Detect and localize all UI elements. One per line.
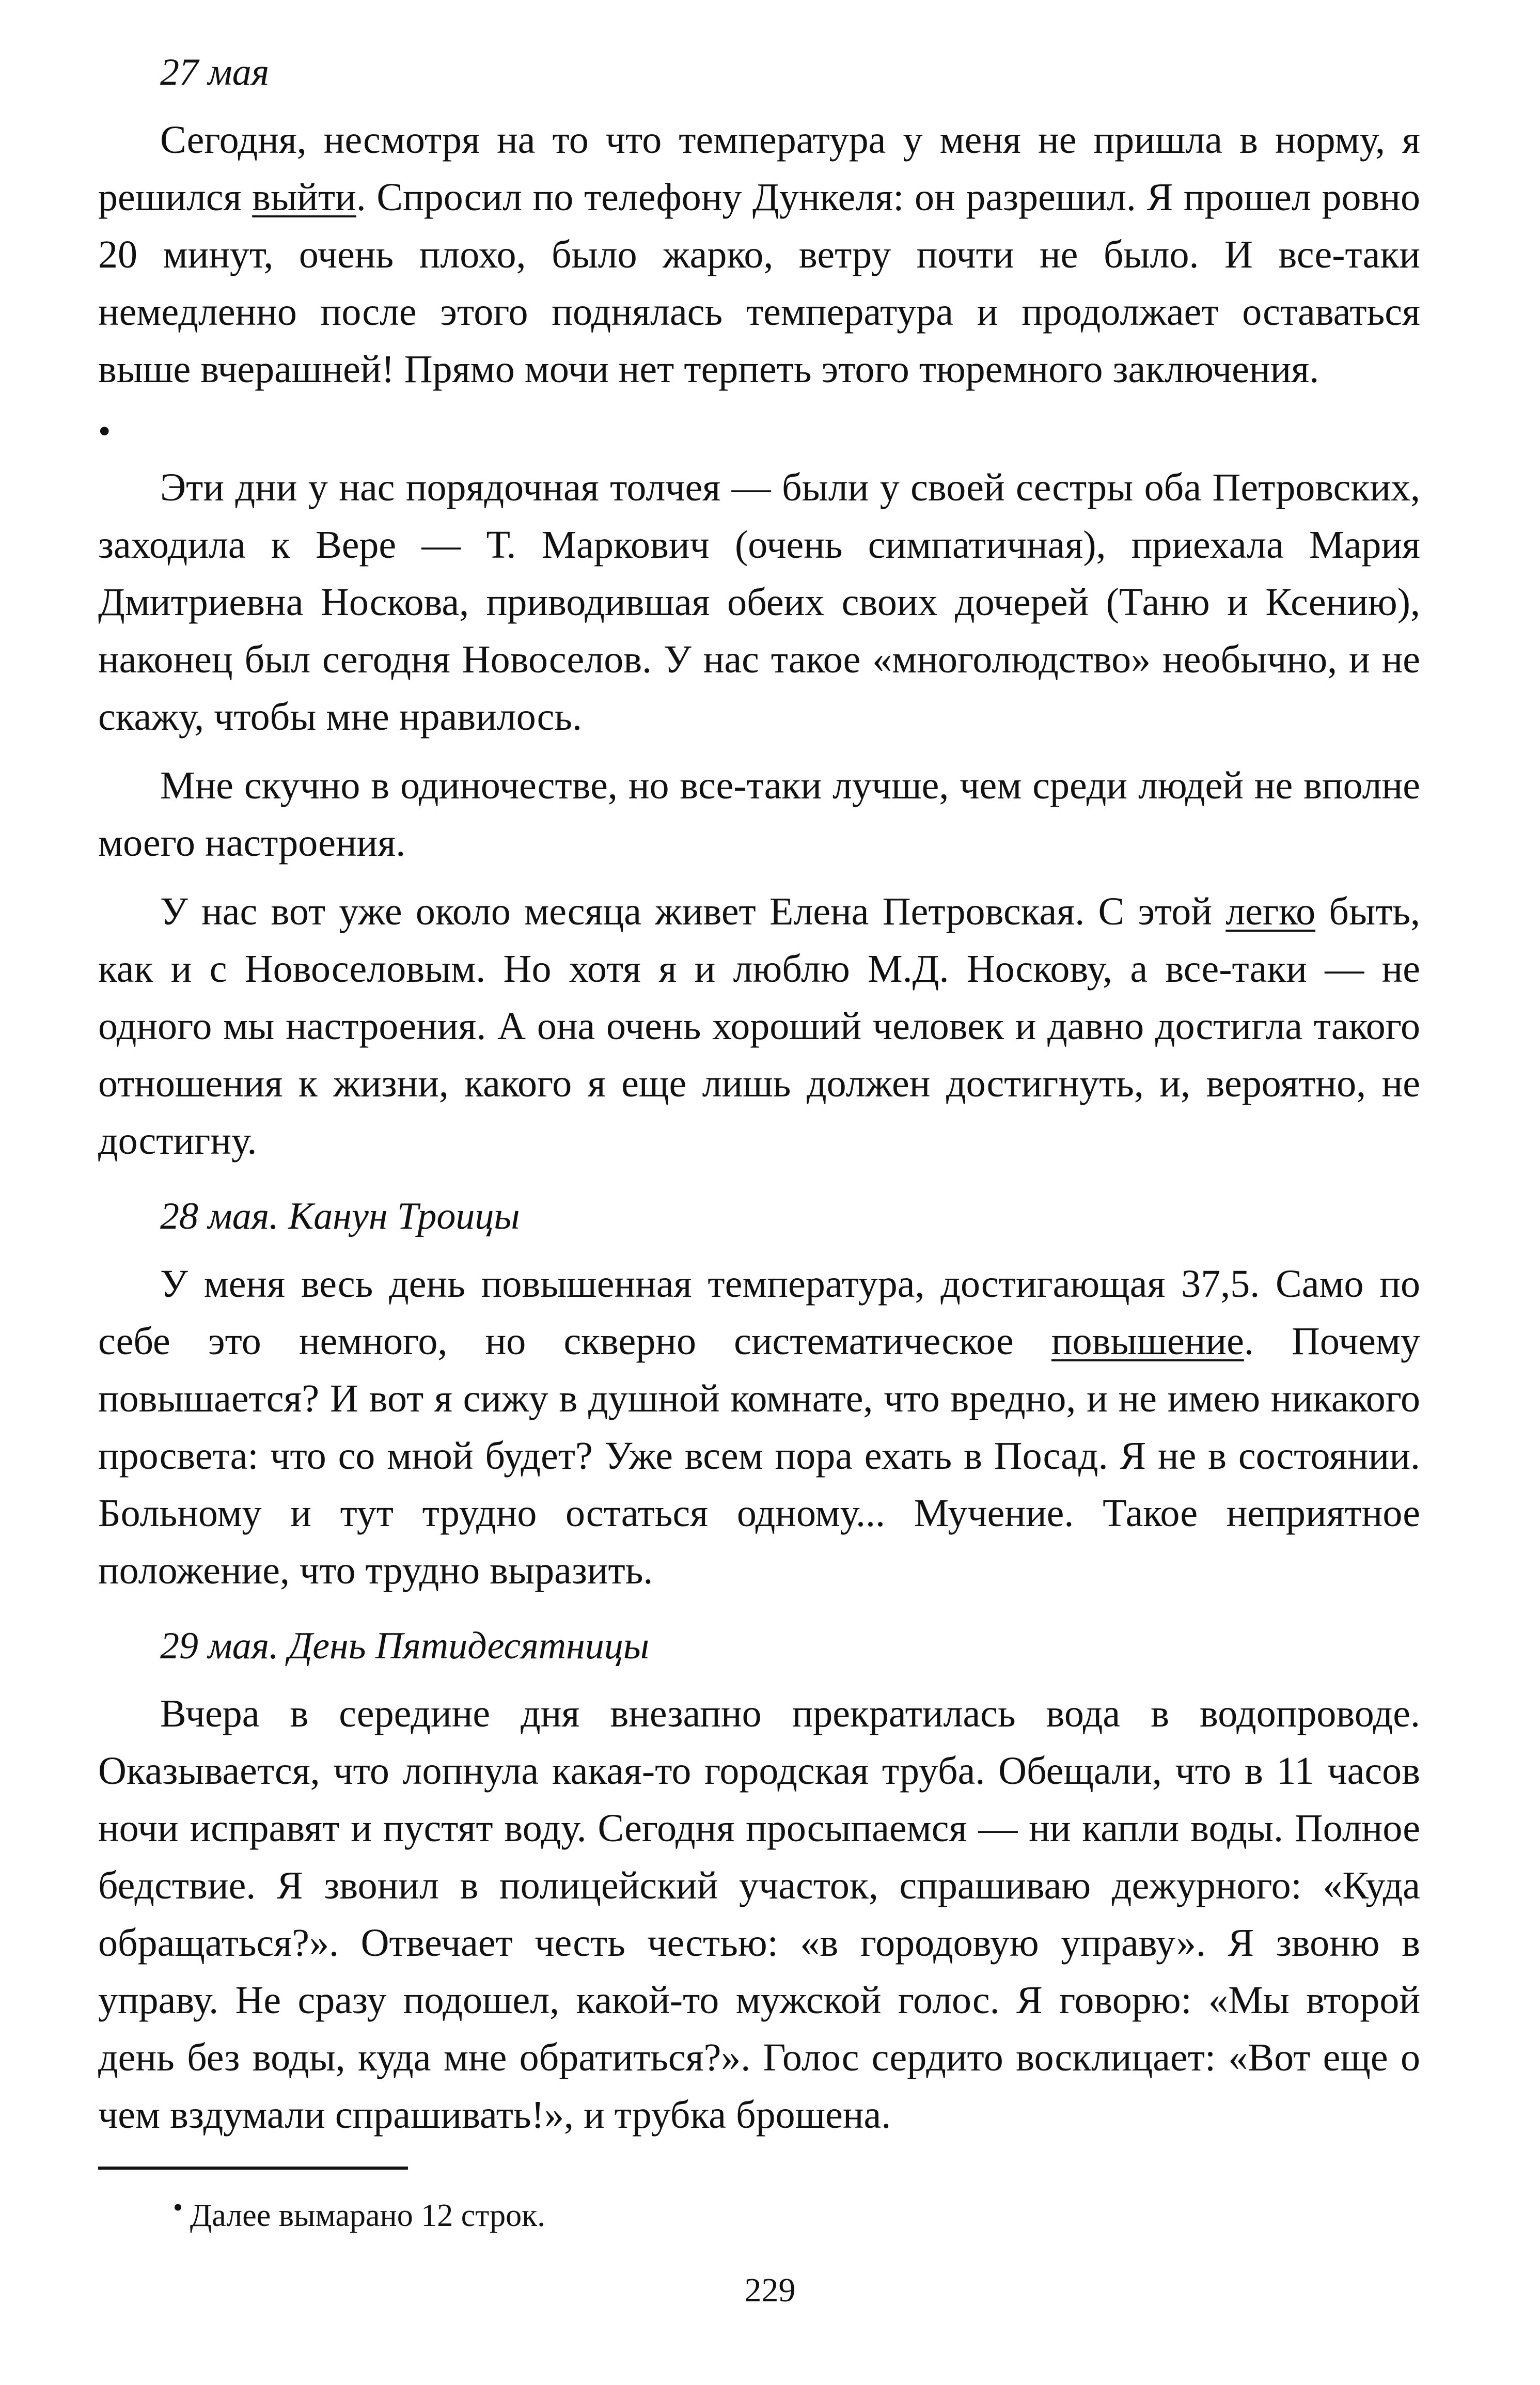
footnote-mark: •: [173, 2192, 183, 2223]
paragraph: [98, 1685, 1420, 2144]
paragraph: [98, 459, 1420, 746]
bullet-icon: •: [98, 412, 111, 451]
underlined-word: повышение: [1051, 1320, 1244, 1363]
text-run: быть, как и с Новоселовым. Но хотя я и люблю М.Д. Носкову, а все-таки — не одного мы настроения. А она очень хороший человек и давно достигла такого отношения к жизни, какого я еще лишь должен достигнуть, и, вероятно, не достигну.: [98, 890, 1421, 1163]
entry-date: 28 мая. Канун Троицы: [160, 1195, 520, 1237]
paragraph: [98, 112, 1420, 398]
footnote: [173, 2192, 545, 2237]
entry-date: 29 мая. День Пятидесятницы: [160, 1625, 649, 1667]
text-run: Сегодня, несмотря на то что температура у меня не пришла в норму, я решился: [98, 118, 1420, 219]
paragraph: [98, 1256, 1420, 1599]
underlined-word: выйти: [252, 176, 356, 219]
footnote-divider: [98, 2167, 408, 2170]
text-run: У нас вот уже около месяца живет Елена Петровская. С этой: [160, 890, 1226, 933]
entry-date: 27 мая: [160, 51, 270, 93]
underlined-word: легко: [1225, 890, 1316, 933]
text-run: . Спросил по телефону Дункеля: он разрешил. Я прошел ровно 20 минут, очень плохо, было жарко, ветру почти не было. И все-таки немедленно после этого поднялась температура и продолжает оставаться выше вчерашней! Прямо мочи нет терпеть этого тюремного заключения.: [98, 176, 1420, 391]
text-run: . Почему повышается? И вот я сижу в душной комнате, что вредно, и не имею никакого просвета: что со мной будет? Уже всем пора ехать в Посад. Я не в состоянии. Больному и тут трудно остаться одному... Мучение. Такое неприятное положение, что трудно выразить.: [98, 1320, 1421, 1592]
paragraph: [98, 883, 1420, 1170]
page-body: [98, 46, 1420, 2144]
paragraph: [98, 757, 1420, 872]
omission-mark: [98, 398, 1420, 459]
footnote-text: Далее вымарано 12 строк.: [190, 2198, 545, 2233]
text-run: У меня весь день повышенная температура, достигающая 37,5. Само по себе это немного, но скверно систематическое: [98, 1262, 1420, 1363]
text-run: Мне скучно в одиночестве, но все-таки лучше, чем среди людей не вполне моего настроения.: [98, 764, 1420, 865]
page-number: 229: [744, 2271, 796, 2309]
text-run: Вчера в середине дня внезапно прекратилась вода в водопроводе. Оказывается, что лопнула какая-то городская труба. Обещали, что в 11 часов ночи исправят и пустят воду. Сегодня просыпаемся — ни капли воды. Полное бедствие. Я звонил в полицейский участок, спрашиваю дежурного: «Куда обращаться?». Отвечает честь честью: «в городовую управу». Я звоню в управу. Не сразу подошел, какой-то мужской голос. Я говорю: «Мы второй день без воды, куда мне обратиться?». Голос сердито восклицает: «Вот еще о чем вздумали спрашивать!», и трубка брошена.: [98, 1692, 1420, 2137]
text-run: Эти дни у нас порядочная толчея — были у своей сестры оба Петровских, заходила к Вере — Т. Маркович (очень симпатичная), приехала Мария Дмитриевна Носкова, приводившая обеих своих дочерей (Таню и Ксению), наконец был сегодня Новоселов. У нас такое «многолюдство» необычно, и не скажу, чтобы мне нравилось.: [98, 466, 1420, 739]
